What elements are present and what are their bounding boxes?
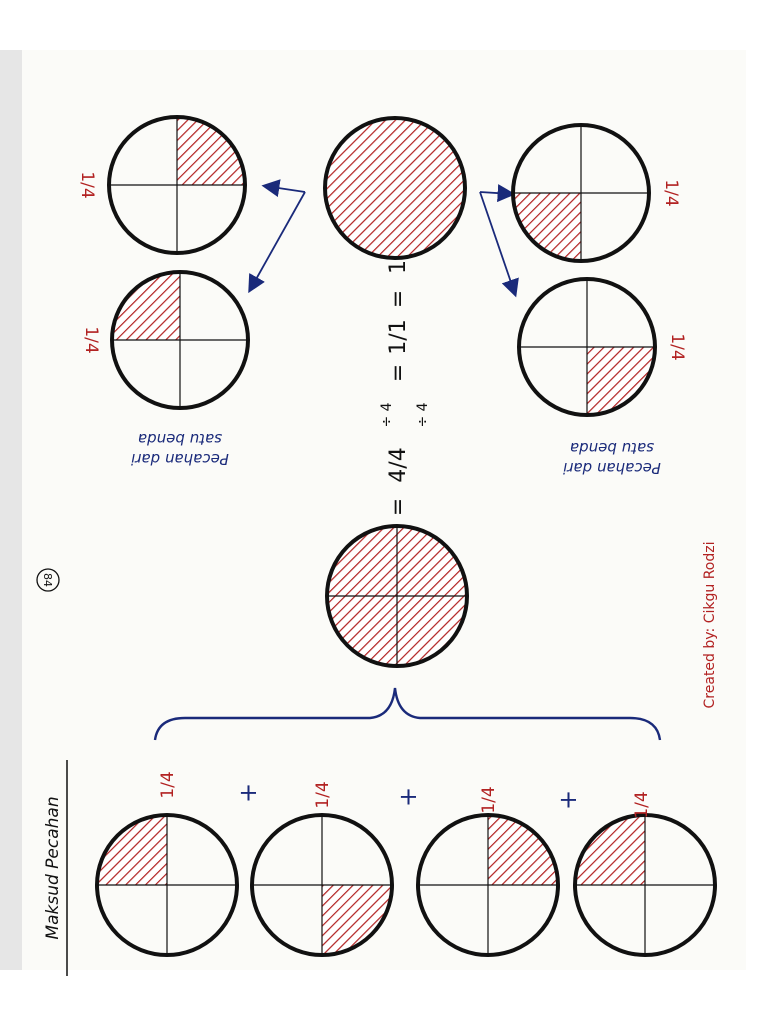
quarter-circle-top-right-2 [519, 279, 655, 415]
credit-text: Created by: Cikgu Rodzi [702, 541, 718, 709]
fraction-label: 1/4 [158, 771, 178, 799]
caption-line-2: satu benda [137, 430, 223, 448]
fraction-label: 1/4 [661, 179, 681, 207]
quarter-circle-4 [575, 815, 715, 955]
fraction-label: 1/4 [667, 333, 687, 361]
equals-sign: = [386, 289, 411, 309]
fraction-label: 1/4 [479, 786, 499, 814]
quarter-circle-top-left-1 [109, 117, 245, 253]
fraction-label: 1/4 [632, 791, 652, 819]
fraction-label: 1/4 [313, 781, 333, 809]
divide-numerator: ÷ 4 [379, 402, 395, 428]
page-title: Maksud Pecahan [43, 796, 63, 940]
quarter-circle-top-right-1 [513, 125, 649, 261]
whole-number: 1 [386, 260, 411, 274]
caption-line-2: satu benda [569, 439, 655, 457]
binding-edge [0, 50, 22, 970]
quarter-circle-top-left-2 [112, 272, 248, 408]
divide-denominator: ÷ 4 [415, 402, 431, 428]
equals-sign: = [386, 363, 411, 383]
whole-circle-quartered [327, 526, 467, 666]
quarter-circle-2 [252, 815, 392, 955]
credit-group [702, 542, 718, 709]
combined-fraction: 4/4 [386, 447, 411, 483]
fraction-label: 1/4 [77, 171, 97, 199]
fraction-label: 1/4 [81, 326, 101, 354]
caption-line-1: Pecahan dari [131, 450, 229, 468]
plus-sign: + [554, 789, 582, 811]
page-number: 84 [41, 573, 54, 587]
caption-line-1: Pecahan dari [563, 459, 661, 477]
plus-sign: + [234, 782, 262, 804]
simplified-fraction: 1/1 [386, 319, 411, 355]
quarter-circle-1 [97, 815, 237, 955]
quarter-circle-3 [418, 815, 558, 955]
equals-sign: = [386, 497, 411, 517]
plus-sign: + [394, 786, 422, 808]
whole-circle-icon [325, 118, 465, 258]
